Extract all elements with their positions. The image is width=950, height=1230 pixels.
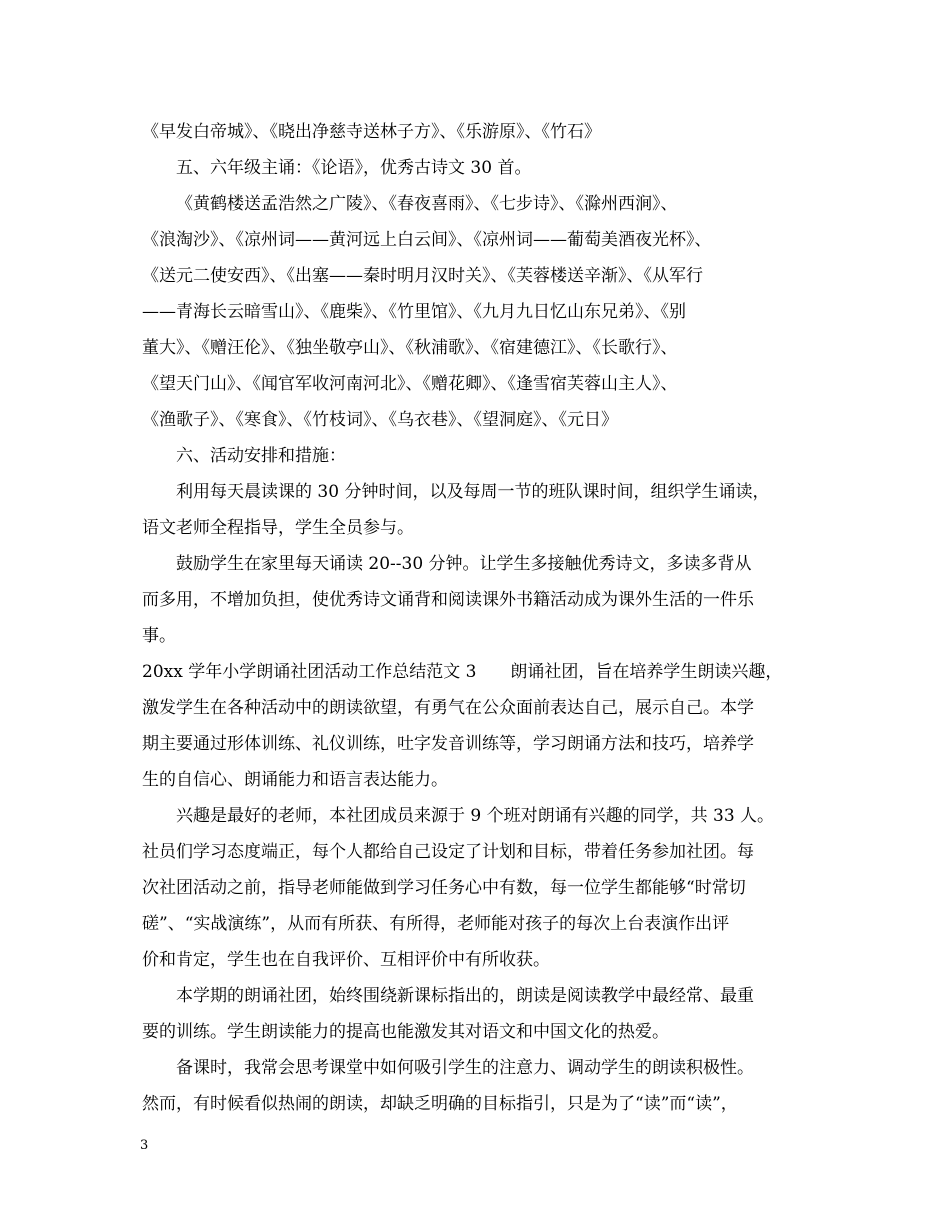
text-line: 鼓励学生在家里每天诵读 20--30 分钟。让学生多接触优秀诗文，多读多背从 [176,554,752,574]
text-line: ——青海长云暗雪山》、《鹿柴》、《竹里馆》、《九月九日忆山东兄弟》、《别 [142,302,686,322]
text-line: 《渔歌子》、《寒食》、《竹枝词》、《乌衣巷》、《望洞庭》、《元日》 [142,410,618,430]
text-line: 利用每天晨读课的 30 分钟时间，以及每周一节的班队课时间，组织学生诵读， [176,482,770,502]
body-text [142,114,828,1122]
text-line: 兴趣是最好的老师，本社团成员来源于 9 个班对朗诵有兴趣的同学，共 33 人。 [176,806,775,826]
text-line: 本学期的朗诵社团，始终围绕新课标指出的，朗读是阅读教学中最经常、最重 [176,986,754,1006]
section-heading-grade-5-6: 五、六年级主诵：《论语》，优秀古诗文 30 首。 [176,158,532,178]
text-line: 董大》、《赠汪伦》、《独坐敬亭山》、《秋浦歌》、《宿建德江》、《长歌行》、 [142,338,678,358]
text-line: 激发学生在各种活动中的朗读欲望，有勇气在公众面前表达自己，展示自己。本学 [142,698,754,718]
text-line: 然而，有时候看似热闹的朗读，却缺乏明确的目标指引，只是为了“读”而“读”， [142,1094,738,1114]
text-line: 社员们学习态度端正，每个人都给自己设定了计划和目标，带着任务参加社团。每 [142,842,754,862]
text-line: 磋”、“实战演练”，从而有所获、有所得，老师能对孩子的每次上台表演作出评 [142,914,730,934]
text-line: 《浪淘沙》、《凉州词——黄河远上白云间》、《凉州词——葡萄美酒夜光杯》、 [142,230,712,250]
text-line: 而多用，不增加负担，使优秀诗文诵背和阅读课外书籍活动成为课外生活的一件乐 [142,590,754,610]
text-line: 要的训练。学生朗读能力的提高也能激发其对语文和中国文化的热爱。 [142,1022,669,1042]
text-line: 价和肯定，学生也在自我评价、互相评价中有所收获。 [142,950,550,970]
text-line: 《早发白帝城》、《晓出净慈寺送林子方》、《乐游原》、《竹石》 [142,122,601,142]
text-line: 《送元二使安西》、《出塞——秦时明月汉时关》、《芙蓉楼送辛渐》、《从军行 [142,266,703,286]
text-line: 期主要通过形体训练、礼仪训练，吐字发音训练等，学习朗诵方法和技巧，培养学 [142,734,754,754]
text-line: 《望天门山》、《闻官军收河南河北》、《赠花卿》、《逢雪宿芙蓉山主人》、 [142,374,678,394]
text-line: 语文老师全程指导，学生全员参与。 [142,518,414,538]
section-heading-activities: 六、活动安排和措施： [176,446,346,466]
text-line: 备课时，我常会思考课堂中如何吸引学生的注意力、调动学生的朗读积极性。 [176,1058,754,1078]
text-line: 事。 [142,626,176,646]
page-number: 3 [140,1138,149,1153]
summary-title-line: 20xx 学年小学朗诵社团活动工作总结范文 3 朗诵社团，旨在培养学生朗读兴趣， [142,662,783,682]
text-line: 《黄鹤楼送孟浩然之广陵》、《春夜喜雨》、《七步诗》、《滁州西涧》、 [176,194,678,214]
text-line: 次社团活动之前，指导老师能做到学习任务心中有数，每一位学生都能够“时常切 [142,878,746,898]
text-line: 生的自信心、朗诵能力和语言表达能力。 [142,770,448,790]
